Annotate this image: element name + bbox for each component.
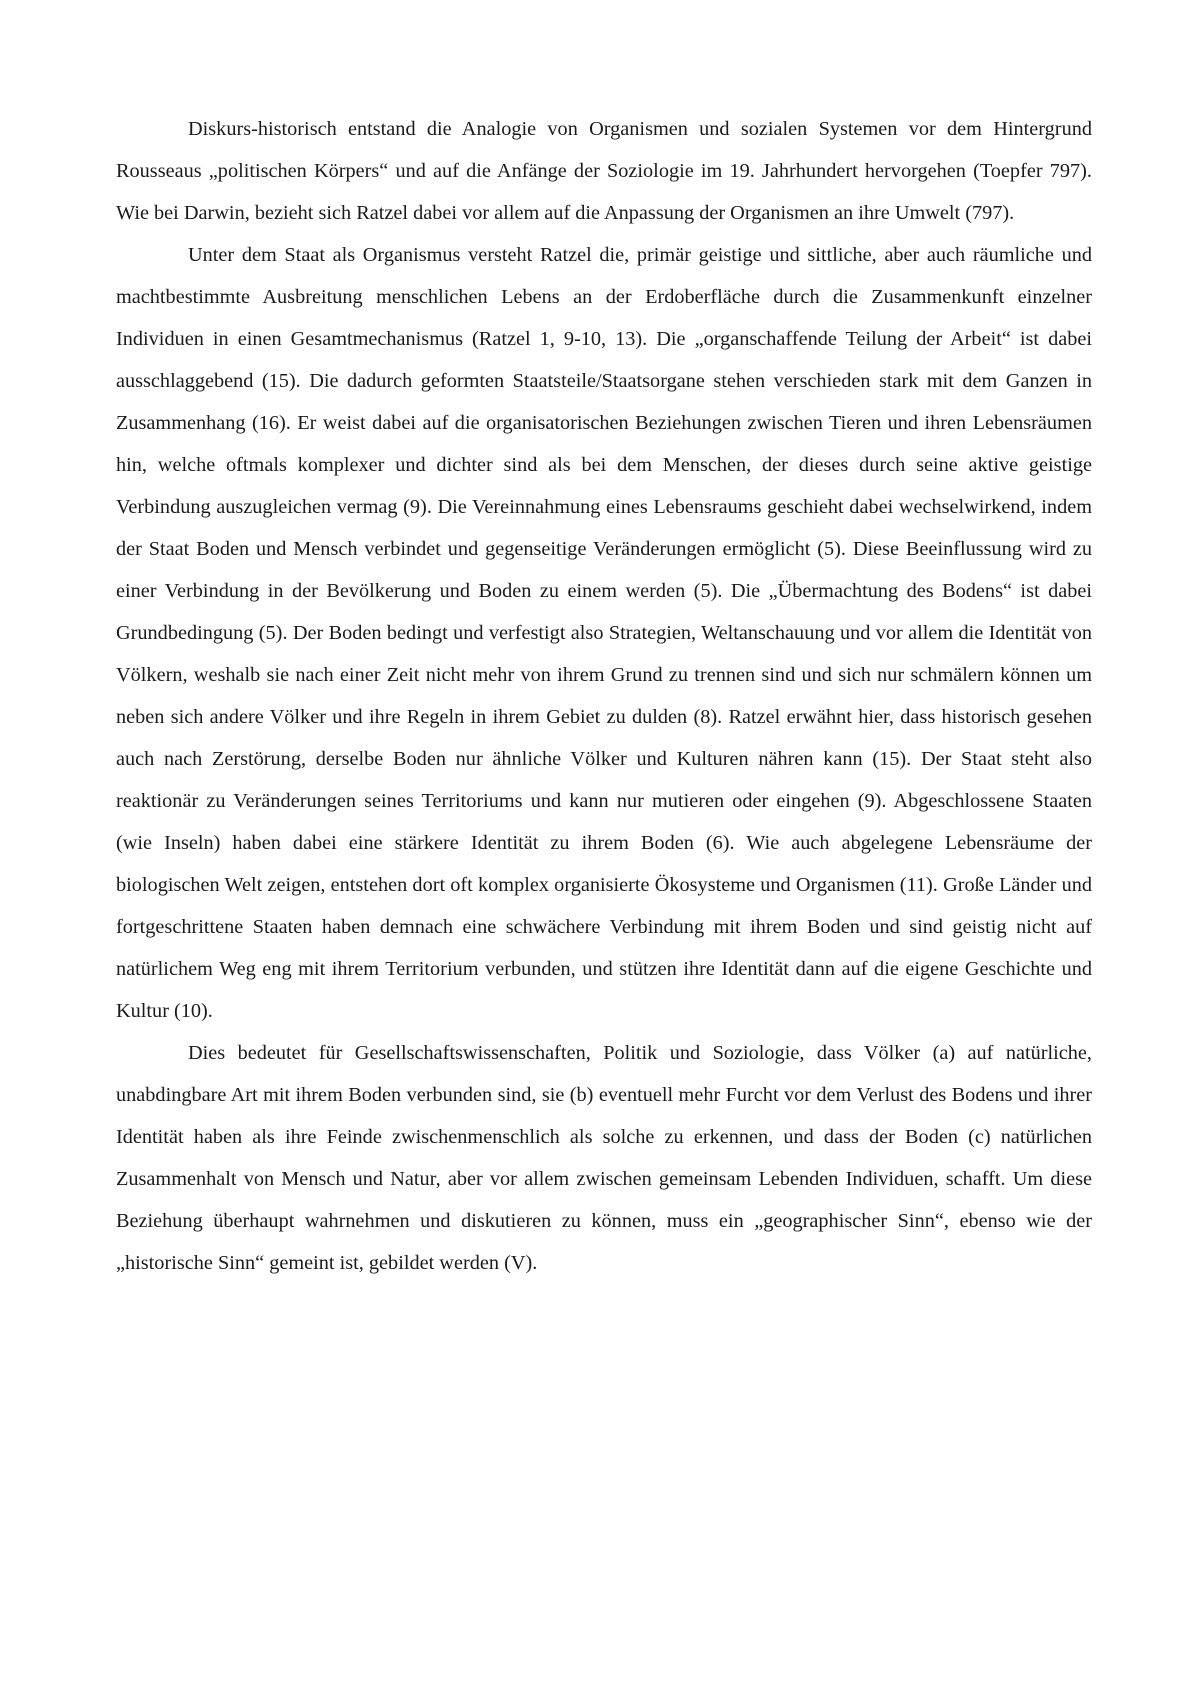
paragraph-1: Diskurs-historisch entstand die Analogie von Organismen und sozialen Systemen vor dem Hintergrund Rousseaus „politischen Körpers“ und auf die Anfänge der Soziologie im 19. Jahrhundert hervorgehen (Toepfer 797). Wie bei Darwin, bezieht sich Ratzel dabei vor allem auf die Anpassung der Organismen an ihre Umwelt (797). <box>116 118 1092 224</box>
body-text <box>116 108 1092 1284</box>
paragraph-2: Unter dem Staat als Organismus versteht Ratzel die, primär geistige und sittliche, aber auch räumliche und machtbestimmte Ausbreitung menschlichen Lebens an der Erdoberfläche durch die Zusammenkunft einzelner Individuen in einen Gesamtmechanismus (Ratzel 1, 9-10, 13). Die „organschaffende Teilung der Arbeit“ ist dabei ausschlaggebend (15). Die dadurch geformten Staatsteile/Staatsorgane stehen verschieden stark mit dem Ganzen in Zusammenhang (16). Er weist dabei auf die organisatorischen Beziehungen zwischen Tieren und ihren Lebensräumen hin, welche oftmals komplexer und dichter sind als bei dem Menschen, der dieses durch seine aktive geistige Verbindung auszugleichen vermag (9). Die Vereinnahmung eines Lebensraums geschieht dabei wechselwirkend, indem der Staat Boden und Mensch verbindet und gegenseitige Veränderungen ermöglicht (5). Diese Beeinflussung wird zu einer Verbindung in der Bevölkerung und Boden zu einem werden (5). Die „Übermachtung des Bodens“ ist dabei Grundbedingung (5). Der Boden bedingt und verfestigt also Strategien, Weltanschauung und vor allem die Identität von Völkern, weshalb sie nach einer Zeit nicht mehr von ihrem Grund zu trennen sind und sich nur schmälern können um neben sich andere Völker und ihre Regeln in ihrem Gebiet zu dulden (8). Ratzel erwähnt hier, dass historisch gesehen auch nach Zerstörung, derselbe Boden nur ähnliche Völker und Kulturen nähren kann (15). Der Staat steht also reaktionär zu Veränderungen seines Territoriums und kann nur mutieren oder eingehen (9). Abgeschlossene Staaten (wie Inseln) haben dabei eine stärkere Identität zu ihrem Boden (6). Wie auch abgelegene Lebensräume der biologischen Welt zeigen, entstehen dort oft komplex organisierte Ökosysteme und Organismen (11). Große Länder und fortgeschrittene Staaten haben demnach eine schwächere Verbindung mit ihrem Boden und sind geistig nicht auf natürlichem Weg eng mit ihrem Territorium verbunden, und stützen ihre Identität dann auf die eigene Geschichte und Kultur (10). <box>116 244 1092 1022</box>
paragraph-3: Dies bedeutet für Gesellschaftswissenschaften, Politik und Soziologie, dass Völker (a) auf natürliche, unabdingbare Art mit ihrem Boden verbunden sind, sie (b) eventuell mehr Furcht vor dem Verlust des Bodens und ihrer Identität haben als ihre Feinde zwischenmenschlich als solche zu erkennen, und dass der Boden (c) natürlichen Zusammenhalt von Mensch und Natur, aber vor allem zwischen gemeinsam Lebenden Individuen, schafft. Um diese Beziehung überhaupt wahrnehmen und diskutieren zu können, muss ein „geographischer Sinn“, ebenso wie der „historische Sinn“ gemeint ist, gebildet werden (V). <box>116 1042 1092 1274</box>
